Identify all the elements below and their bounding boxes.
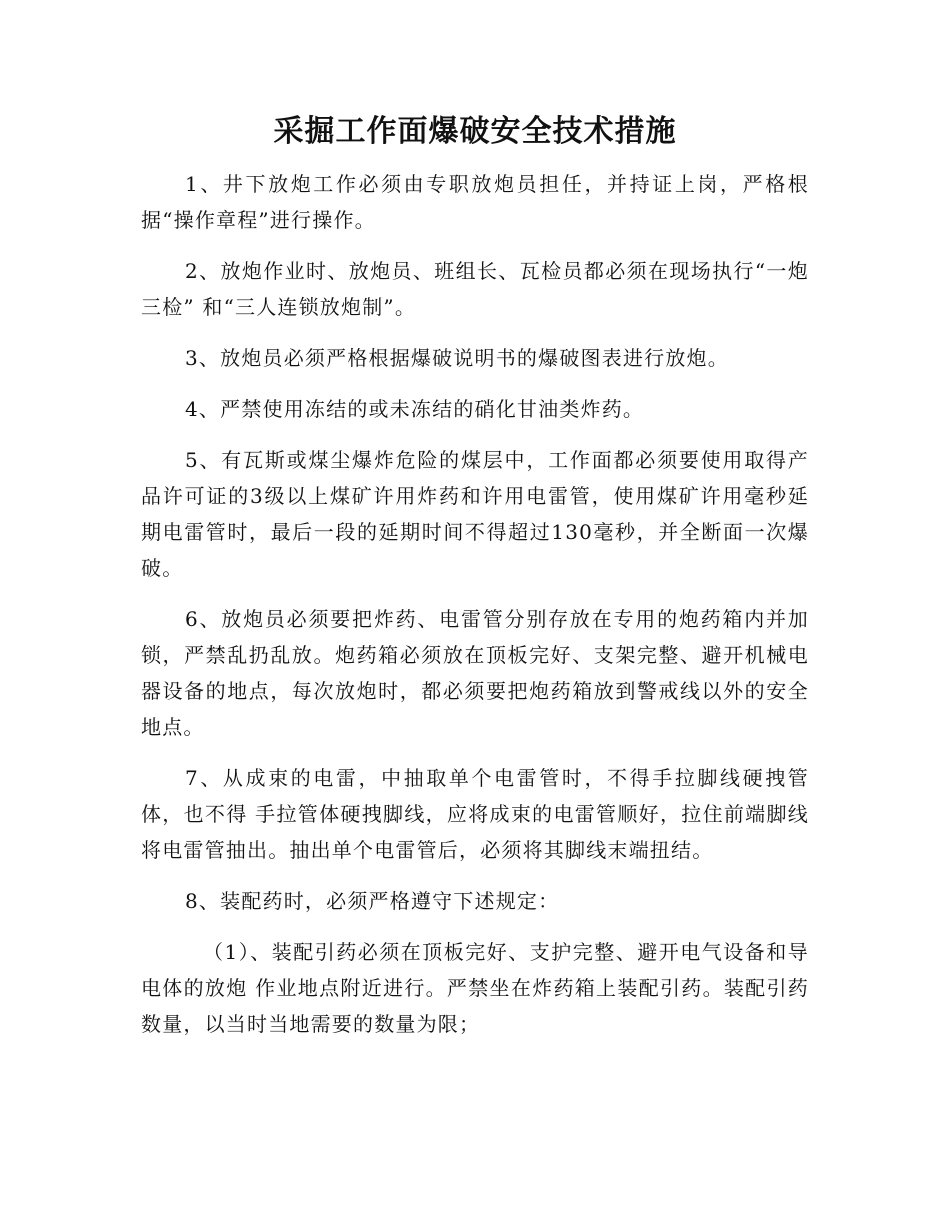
document-body bbox=[141, 166, 809, 1057]
paragraph-4: 4、严禁使用冻结的或未冻结的硝化甘油类炸药。 bbox=[185, 397, 645, 421]
paragraph-8: 8、装配药时，必须严格遵守下述规定： bbox=[185, 889, 560, 913]
paragraph-2: 2、放炮作业时、放炮员、班组长、瓦检员都必须在现场执行“一炮三检” 和“三人连锁放炮制”。 bbox=[141, 259, 809, 319]
document-title: 采掘工作面爆破安全技术措施 bbox=[273, 114, 677, 149]
paragraph-1: 1、井下放炮工作必须由专职放炮员担任，并持证上岗，严格根据“操作章程”进行操作。 bbox=[141, 172, 809, 232]
paragraph-3: 3、放炮员必须严格根据爆破说明书的爆破图表进行放炮。 bbox=[185, 346, 729, 370]
paragraph-6: 6、放炮员必须要把炸药、电雷管分别存放在专用的炮药箱内并加锁，严禁乱扔乱放。炮药箱必须放在顶板完好、支架完整、避开机械电器设备的地点，每次放炮时，都必须要把炮药箱放到警戒线以外的安全地点。 bbox=[141, 607, 809, 739]
paragraph-7: 7、从成束的电雷，中抽取单个电雷管时，不得手拉脚线硬拽管体，也不得 手拉管体硬拽脚线，应将成束的电雷管顺好，拉住前端脚线将电雷管抽出。抽出单个电雷管后，必须将其脚线末端扭结。 bbox=[141, 766, 809, 862]
paragraph-8-item-1: （1）、装配引药必须在顶板完好、支护完整、避开电气设备和导电体的放炮 作业地点附近进行。严禁坐在炸药箱上装配引药。装配引药数量，以当时当地需要的数量为限； bbox=[141, 940, 809, 1036]
paragraph-5: 5、有瓦斯或煤尘爆炸危险的煤层中，工作面都必须要使用取得产品许可证的3级以上煤矿许用炸药和许用电雷管，使用煤矿许用毫秒延期电雷管时，最后一段的延期时间不得超过130毫秒，并全断面一次爆破。 bbox=[141, 448, 809, 580]
